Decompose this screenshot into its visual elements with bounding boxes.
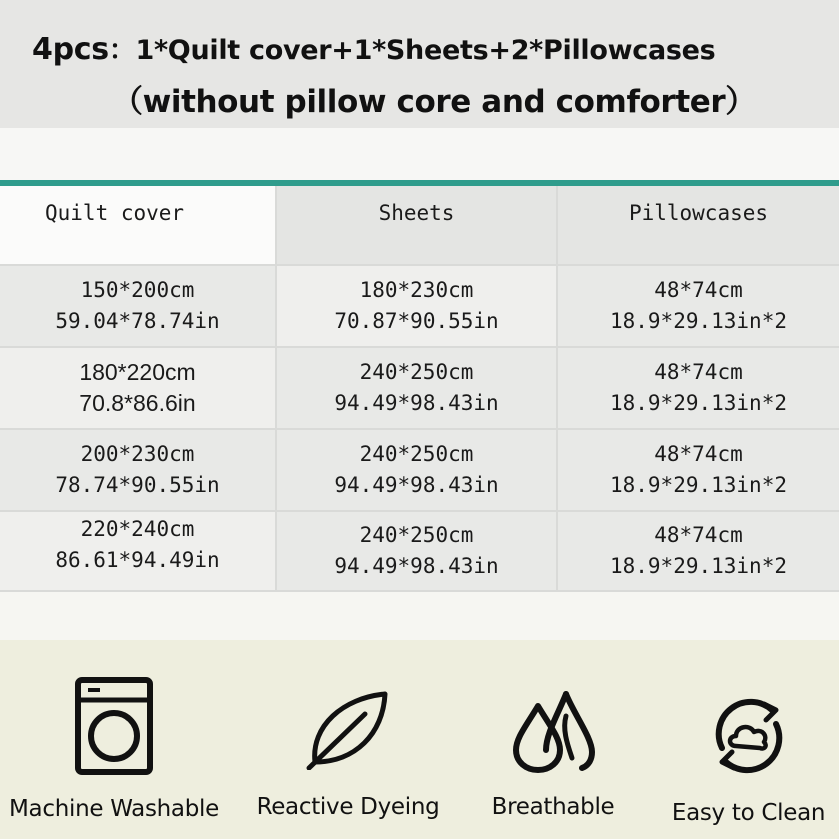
size-in: 94.49*98.43in [334, 473, 499, 497]
size-cm: 48*74cm [654, 360, 743, 384]
spacer [0, 592, 839, 640]
size-cm: 240*250cm [359, 442, 474, 466]
feature-strip [0, 640, 839, 839]
table-cell [277, 348, 556, 428]
table-cell [558, 430, 839, 510]
size-in: 78.74*90.55in [55, 473, 220, 497]
size-in: 94.49*98.43in [334, 391, 499, 415]
size-cm: 200*230cm [80, 442, 195, 466]
feature-label: Easy to Clean [671, 800, 826, 826]
size-in: 18.9*29.13in*2 [609, 309, 787, 333]
header-quilt-cover: Quilt cover [0, 186, 275, 264]
leaf-icon [303, 686, 393, 770]
feature-reactive-dyeing [238, 686, 458, 820]
table-cell [0, 512, 275, 590]
size-cm: 48*74cm [654, 523, 743, 547]
spacer [0, 128, 839, 180]
feature-label: Breathable [491, 794, 615, 820]
table-cell [558, 266, 839, 346]
piece-count: 4pcs [32, 32, 109, 67]
table-cell [0, 266, 275, 346]
feature-breathable [468, 686, 638, 820]
droplets-icon [508, 686, 598, 776]
size-in: 94.49*98.43in [334, 554, 499, 578]
exclusion-note: （without pillow core and comforter） [112, 84, 756, 120]
title-banner [0, 0, 839, 128]
feature-easy-to-clean [658, 696, 839, 826]
feature-label: Reactive Dyeing [256, 794, 440, 820]
table-cell [558, 348, 839, 428]
set-contents-title [32, 28, 715, 67]
table-cell [277, 512, 556, 590]
size-cm: 180*230cm [359, 278, 474, 302]
cloud-cycle-icon [706, 696, 792, 776]
feature-label: Machine Washable [9, 796, 219, 822]
header-sheets: Sheets [277, 186, 556, 264]
table-cell [0, 430, 275, 510]
size-in: 86.61*94.49in [55, 548, 220, 572]
size-cm: 180*220cm [79, 359, 196, 385]
size-in: 18.9*29.13in*2 [609, 473, 787, 497]
header-pillowcases: Pillowcases [558, 186, 839, 264]
table-cell [0, 348, 275, 428]
size-cm: 48*74cm [654, 278, 743, 302]
size-in: 70.87*90.55in [334, 309, 499, 333]
size-cm: 48*74cm [654, 442, 743, 466]
size-cm: 240*250cm [359, 523, 474, 547]
size-in: 59.04*78.74in [55, 309, 220, 333]
set-contents-text: ：1*Quilt cover+1*Sheets+2*Pillowcases [108, 35, 716, 66]
size-in: 70.8*86.6in [79, 390, 196, 416]
size-cm: 240*250cm [359, 360, 474, 384]
table-cell [277, 430, 556, 510]
table-cell [277, 266, 556, 346]
size-in: 18.9*29.13in*2 [609, 554, 787, 578]
size-cm: 150*200cm [80, 278, 195, 302]
washing-machine-icon [72, 676, 156, 776]
size-cm: 220*240cm [80, 517, 195, 541]
feature-machine-washable [0, 676, 228, 822]
size-in: 18.9*29.13in*2 [609, 391, 787, 415]
table-cell [558, 512, 839, 590]
